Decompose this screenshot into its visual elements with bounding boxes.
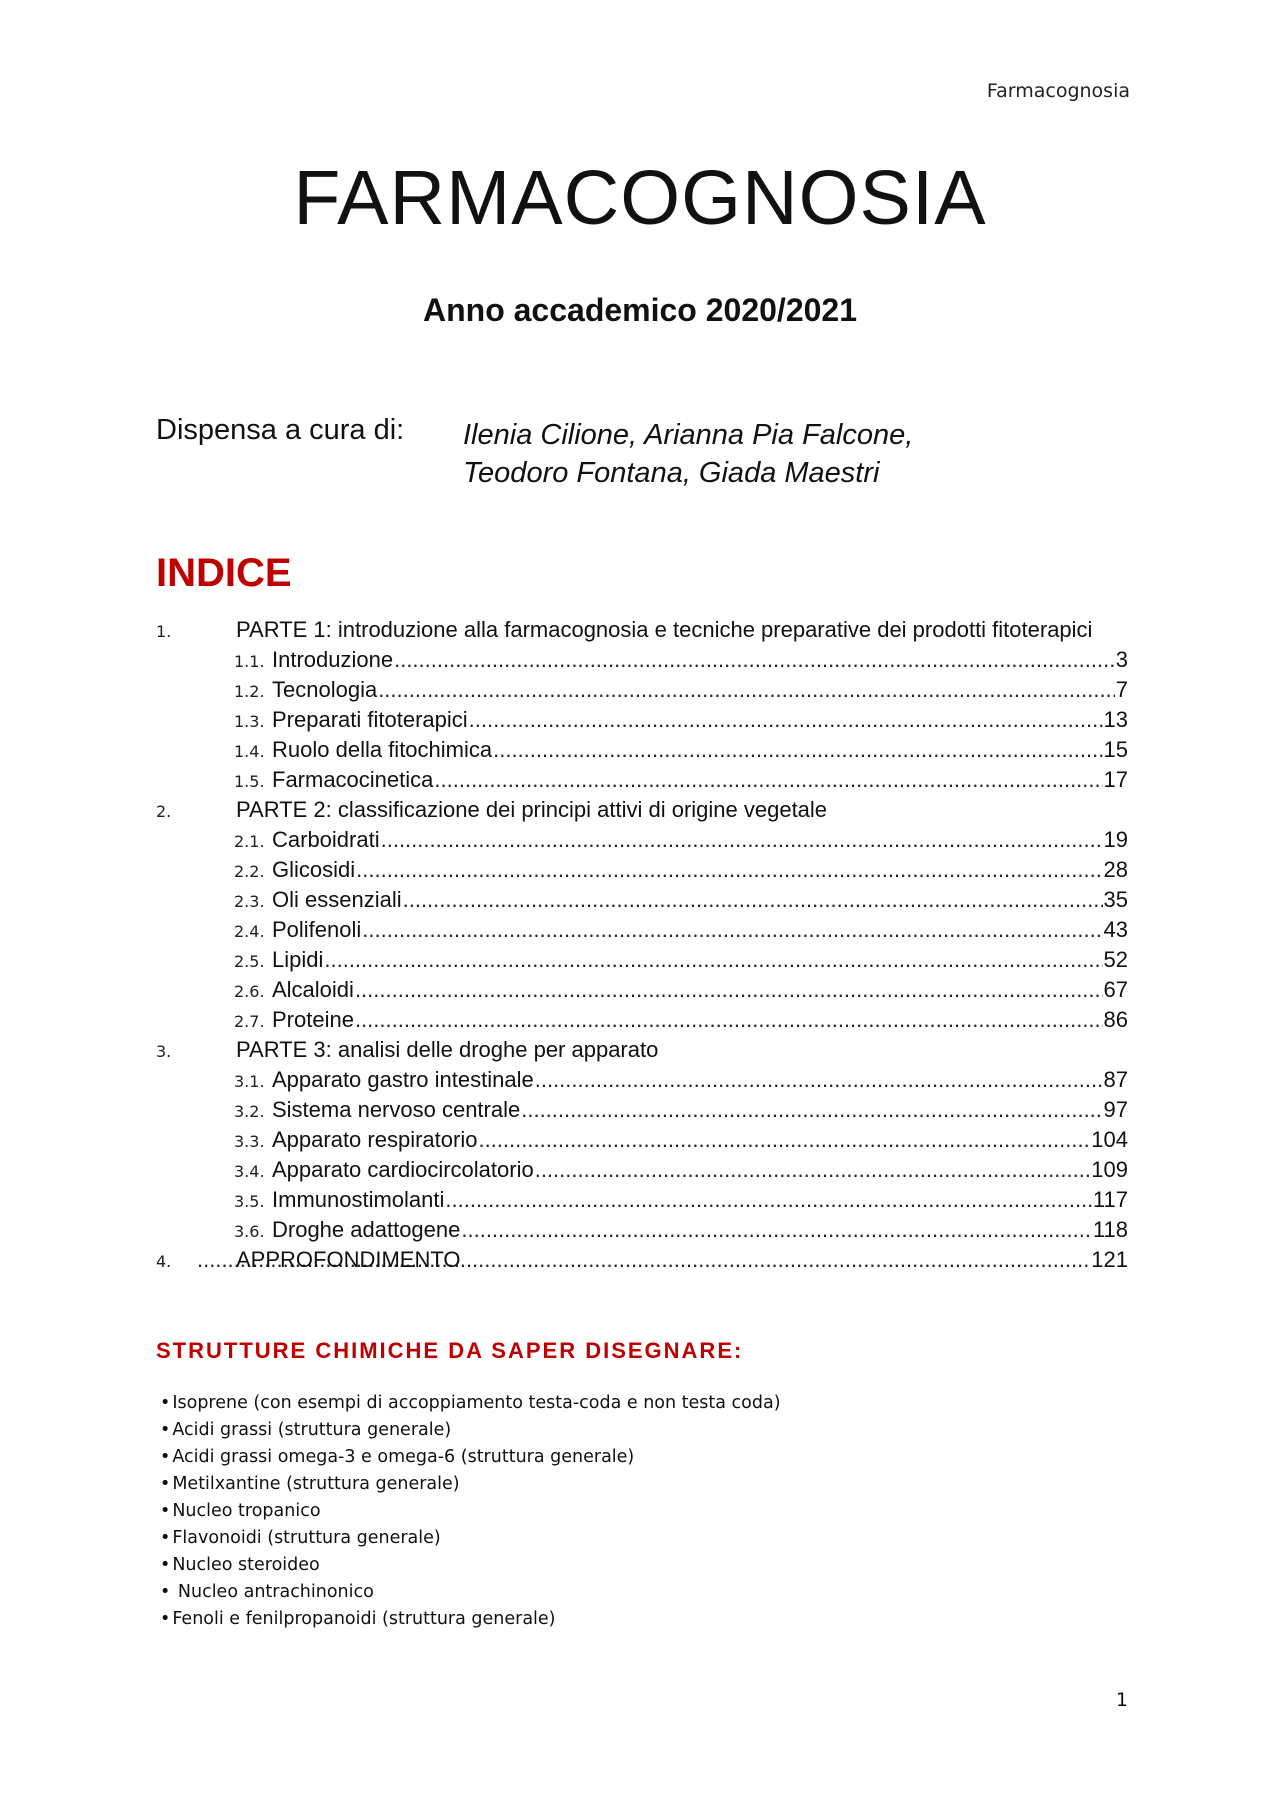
toc-entry-number: 2.5.: [234, 952, 265, 971]
toc-entry-title: Preparati fitoterapici: [272, 707, 468, 732]
toc-entry-page: 121: [1091, 1247, 1128, 1272]
toc-entry-number: 3.4.: [234, 1162, 265, 1181]
toc-entry-title: Droghe adattogene: [272, 1217, 461, 1242]
toc-entry-number: 3.1.: [234, 1072, 265, 1091]
toc-dot-leader: [434, 765, 1102, 795]
toc-entry-title: Ruolo della fitochimica: [272, 737, 493, 762]
toc-subsection[interactable]: [156, 645, 1128, 675]
toc-section[interactable]: [156, 1245, 1128, 1275]
toc-entry-line: [272, 855, 1128, 885]
toc-dot-leader: [381, 825, 1103, 855]
running-header: Farmacognosia: [986, 80, 1130, 102]
toc-entry-title: Lipidi: [272, 947, 324, 972]
toc-entry-page: 28: [1103, 857, 1128, 882]
toc-dot-leader: [378, 675, 1115, 705]
toc-entry-page: 3: [1115, 647, 1128, 672]
toc-subsection[interactable]: [156, 1185, 1128, 1215]
toc-entry-title: Tecnologia: [272, 677, 378, 702]
toc-entry-number: 2.7.: [234, 1012, 265, 1031]
toc-subsection[interactable]: [156, 945, 1128, 975]
toc-entry-line: [272, 1005, 1128, 1035]
toc-dot-leader: [403, 885, 1103, 915]
toc-entry-line: [272, 645, 1128, 675]
toc-dot-leader: [445, 1185, 1092, 1215]
toc-entry-line: [272, 885, 1128, 915]
toc-entry-line: [272, 1185, 1128, 1215]
toc-subsection[interactable]: [156, 1155, 1128, 1185]
toc-entry-number: 3.2.: [234, 1102, 265, 1121]
toc-entry-page: 87: [1103, 1067, 1128, 1092]
toc-entry-title: Alcaloidi: [272, 977, 354, 1002]
structure-item: • Fenoli e fenilpropanoidi (struttura generale): [160, 1606, 781, 1633]
toc-entry-number: 3.: [156, 1042, 172, 1061]
toc-subsection[interactable]: [156, 855, 1128, 885]
toc-entry-line: [272, 705, 1128, 735]
toc-dot-leader: [355, 1005, 1103, 1035]
document-title: FARMACOGNOSIA: [293, 155, 987, 241]
toc-entry-title: Introduzione: [272, 647, 394, 672]
toc-entry-number: 3.6.: [234, 1222, 265, 1241]
toc-dot-leader: [324, 945, 1102, 975]
toc-entry-number: 2.3.: [234, 892, 265, 911]
toc-entry-page: 86: [1103, 1007, 1128, 1032]
toc-subsection[interactable]: [156, 975, 1128, 1005]
toc-entry-title: PARTE 3: analisi delle droghe per apparato: [236, 1037, 659, 1062]
toc-dot-leader: [535, 1065, 1103, 1095]
structure-item: • Nucleo antrachinonico: [160, 1579, 781, 1606]
toc-entry-line: [272, 1155, 1128, 1185]
toc-subsection[interactable]: [156, 1095, 1128, 1125]
toc-entry-number: 1.1.: [234, 652, 265, 671]
structures-heading: STRUTTURE CHIMICHE DA SAPER DISEGNARE:: [156, 1338, 744, 1363]
toc-dot-leader: [521, 1095, 1102, 1125]
toc-entry-number: 1.2.: [234, 682, 265, 701]
toc-subsection[interactable]: [156, 705, 1128, 735]
toc-subsection[interactable]: [156, 675, 1128, 705]
toc-entry-page: 109: [1091, 1157, 1128, 1182]
toc-entry-line: [272, 1095, 1128, 1125]
curators-names: [463, 416, 913, 492]
toc-entry-number: 1.: [156, 622, 172, 641]
toc-entry-title: PARTE 1: introduzione alla farmacognosia e tecniche preparative dei prodotti fitoterapici: [236, 617, 1093, 642]
page-number: 1: [1115, 1689, 1128, 1711]
toc-entry-line: [272, 915, 1128, 945]
toc-section[interactable]: [156, 1035, 1128, 1065]
toc-subsection[interactable]: [156, 1005, 1128, 1035]
toc-entry-line: [272, 765, 1128, 795]
toc-entry-number: 2.1.: [234, 832, 265, 851]
toc-subsection[interactable]: [156, 735, 1128, 765]
toc-entry-title: Sistema nervoso centrale: [272, 1097, 521, 1122]
toc-dot-leader: [469, 705, 1103, 735]
toc-subsection[interactable]: [156, 1215, 1128, 1245]
toc-subsection[interactable]: [156, 1125, 1128, 1155]
toc-entry-page: 35: [1103, 887, 1128, 912]
toc-dot-leader: [461, 1215, 1092, 1245]
structures-list: [160, 1390, 781, 1633]
toc-entry-title: Apparato cardiocircolatorio: [272, 1157, 534, 1182]
toc-entry-page: 117: [1092, 1187, 1128, 1212]
toc-entry-number: 4.: [156, 1252, 172, 1271]
toc-entry-number: 2.2.: [234, 862, 265, 881]
toc-dot-leader: [362, 915, 1102, 945]
toc-entry-title: Proteine: [272, 1007, 354, 1032]
toc-dot-leader: [478, 1125, 1090, 1155]
toc-entry-page: 15: [1103, 737, 1128, 762]
toc-entry-page: 97: [1103, 1097, 1128, 1122]
table-of-contents: [156, 615, 1128, 1275]
toc-entry-page: 118: [1092, 1217, 1128, 1242]
toc-entry-number: 3.5.: [234, 1192, 265, 1211]
toc-entry-line: [272, 975, 1128, 1005]
document-subtitle: Anno accademico 2020/2021: [422, 292, 857, 328]
toc-entry-title: Glicosidi: [272, 857, 356, 882]
toc-entry-line: [272, 825, 1128, 855]
toc-dot-leader: [394, 645, 1115, 675]
toc-entry-title: Polifenoli: [272, 917, 362, 942]
toc-entry-title: PARTE 2: classificazione dei principi attivi di origine vegetale: [236, 797, 828, 822]
toc-entry-number: 3.3.: [234, 1132, 265, 1151]
toc-entry-page: 17: [1103, 767, 1128, 792]
toc-dot-leader: [356, 855, 1102, 885]
toc-entry-page: 67: [1103, 977, 1128, 1002]
toc-entry-line: [272, 1215, 1128, 1245]
toc-subsection[interactable]: [156, 915, 1128, 945]
toc-subsection[interactable]: [156, 1065, 1128, 1095]
toc-entry-number: 2.4.: [234, 922, 265, 941]
curators-line-2: Teodoro Fontana, Giada Maestri: [463, 457, 880, 489]
toc-subsection[interactable]: [156, 825, 1128, 855]
structure-item: • Flavonoidi (struttura generale): [160, 1525, 781, 1552]
toc-entry-number: 1.3.: [234, 712, 265, 731]
toc-entry-title: Apparato respiratorio: [272, 1127, 478, 1152]
curators-line-1: Ilenia Cilione, Arianna Pia Falcone,: [463, 419, 914, 451]
structure-item: • Nucleo steroideo: [160, 1552, 781, 1579]
toc-entry-title: APPROFONDIMENTO: [236, 1247, 461, 1272]
curators-label: Dispensa a cura di:: [156, 414, 405, 446]
toc-subsection[interactable]: [156, 765, 1128, 795]
structure-item: • Isoprene (con esempi di accoppiamento testa-coda e non testa coda): [160, 1390, 781, 1417]
structure-item: • Metilxantine (struttura generale): [160, 1471, 781, 1498]
toc-entry-number: 2.6.: [234, 982, 265, 1001]
toc-subsection[interactable]: [156, 885, 1128, 915]
toc-section[interactable]: [156, 615, 1128, 645]
toc-entry-page: 19: [1103, 827, 1128, 852]
toc-entry-line: [272, 735, 1128, 765]
toc-entry-page: 13: [1103, 707, 1128, 732]
toc-entry-page: 52: [1103, 947, 1128, 972]
toc-entry-page: 104: [1091, 1127, 1128, 1152]
toc-entry-line: [272, 675, 1128, 705]
toc-entry-page: 43: [1103, 917, 1128, 942]
toc-dot-leader: [355, 975, 1103, 1005]
toc-section[interactable]: [156, 795, 1128, 825]
toc-entry-title: Oli essenziali: [272, 887, 402, 912]
toc-entry-number: 1.5.: [234, 772, 265, 791]
toc-entry-number: 2.: [156, 802, 172, 821]
toc-dot-leader: [535, 1155, 1091, 1185]
structure-item: • Acidi grassi omega-3 e omega-6 (struttura generale): [160, 1444, 781, 1471]
toc-entry-title: Apparato gastro intestinale: [272, 1067, 534, 1092]
toc-entry-title: Farmacocinetica: [272, 767, 434, 792]
toc-entry-title: Carboidrati: [272, 827, 380, 852]
structure-item: • Acidi grassi (struttura generale): [160, 1417, 781, 1444]
toc-entry-line: [196, 1245, 1128, 1275]
toc-entry-line: [272, 1125, 1128, 1155]
toc-entry-line: [272, 945, 1128, 975]
toc-entry-title: Immunostimolanti: [272, 1187, 445, 1212]
structure-item: • Nucleo tropanico: [160, 1498, 781, 1525]
toc-entry-number: 1.4.: [234, 742, 265, 761]
index-heading: INDICE: [156, 551, 292, 595]
toc-entry-page: 7: [1115, 677, 1128, 702]
toc-dot-leader: [493, 735, 1102, 765]
toc-entry-line: [272, 1065, 1128, 1095]
